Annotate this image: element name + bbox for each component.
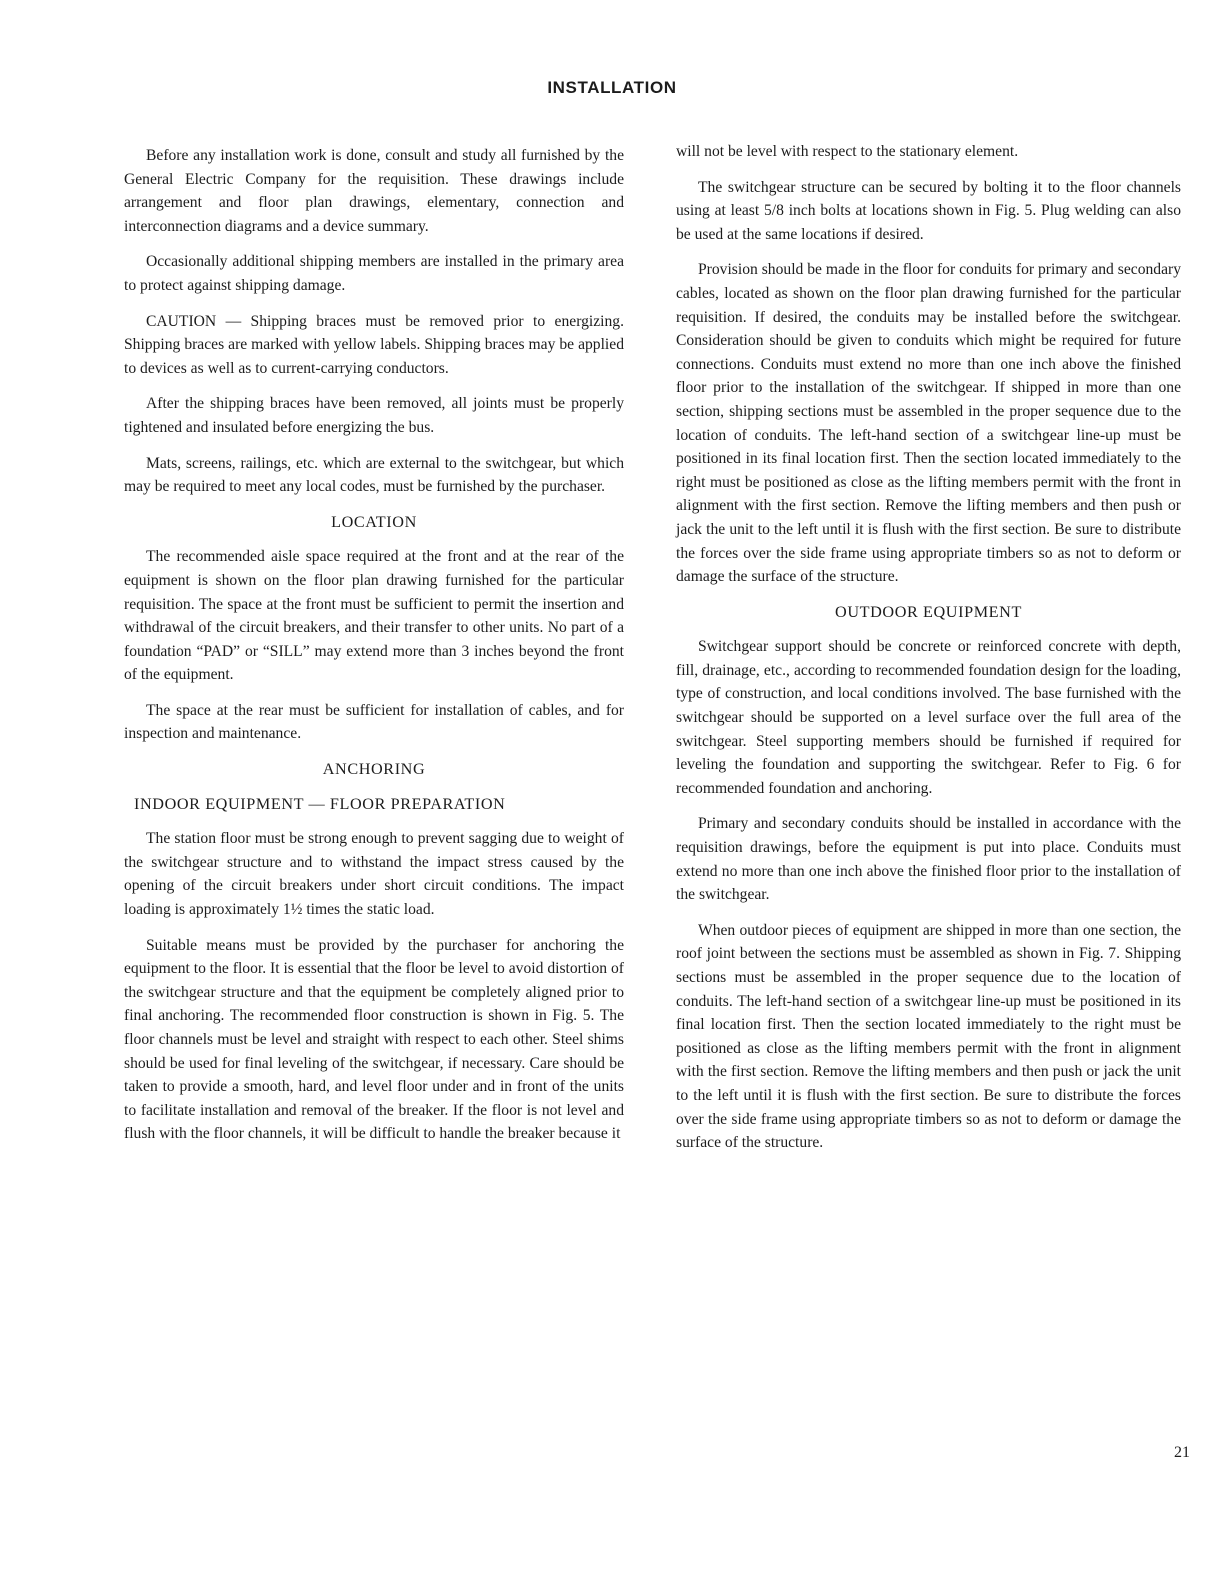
paragraph: Suitable means must be provided by the purchaser for anchoring the equipment to the floor. It is essential that the floor be level to avoid distortion of the switchgear structure and that the equipment be completely aligned prior to final anchoring. The recommended floor construction is shown in Fig. 5. The floor channels must be level and straight with respect to each other. Steel shims should be used for final leveling of the switchgear, if necessary. Care should be taken to provide a smooth, hard, and level floor under and in front of the units to facilitate installation and removal of the breaker. If the floor is not level and flush with the floor channels, it will be difficult to handle the breaker because it <box>124 936 624 1143</box>
page-number: 21 <box>1174 1444 1190 1461</box>
paragraph-continuation: will not be level with respect to the stationary element. <box>676 143 1019 160</box>
paragraph: Occasionally additional shipping members are installed in the primary area to protect against shipping damage. <box>124 253 624 294</box>
paragraph: The space at the rear must be sufficient for installation of cables, and for inspection and maintenance. <box>124 701 624 743</box>
paragraph: The station floor must be strong enough to prevent sagging due to weight of the switchgear structure and to withstand the impact stress caused by the opening of the circuit breakers under short circuit conditions. The impact loading is approximately 1½ times the static load. <box>124 830 624 919</box>
paragraph: The recommended aisle space required at the front and at the rear of the equipment is shown on the floor plan drawing furnished for the particular requisition. The space at the front must be sufficient to permit the insertion and withdrawal of the circuit breakers, and their transfer to other units. No part of a foundation “PAD” or “SILL” may extend more than 3 inches beyond the front of the equipment. <box>124 548 624 684</box>
paragraph: Before any installation work is done, consult and study all furnished by the General Electric Company for the requisition. These drawings include arrangement and floor plan drawings, elementary, connection and interconnection diagrams and a device summary. <box>124 147 624 235</box>
paragraph: After the shipping braces have been removed, all joints must be properly tightened and insulated before energizing the bus. <box>124 395 624 436</box>
paragraph: The switchgear structure can be secured by bolting it to the floor channels using at least 5/8 inch bolts at locations shown in Fig. 5. Plug welding can also be used at the same locations if desired. <box>676 178 1181 243</box>
paragraph: When outdoor pieces of equipment are shipped in more than one section, the roof joint between the sections must be assembled as shown in Fig. 7. Shipping sections must be assembled in the proper sequence due to the location of conduits. The left-hand section of a switchgear line-up must be positioned in its final location first. Then the section located immediately to the right must be positioned as close as the lifting members permit with the front in alignment with the first section. Remove the lifting members and then push or jack the unit to the left until it is flush with the first section. Be sure to distribute the forces over the side frame using appropriate timbers so as not to deform or damage the surface of the structure. <box>676 921 1181 1152</box>
subsection-heading-indoor: INDOOR EQUIPMENT — FLOOR PREPARATION <box>134 794 506 813</box>
paragraph: Switchgear support should be concrete or reinforced concrete with depth, fill, drainage, etc., according to recommended foundation design for the loading, type of construction, and local conditions involved. The base furnished with the switchgear should be supported on a level surface over the full area of the switchgear. Steel supporting members should be furnished if required for leveling the foundation and supporting the switchgear. Refer to Fig. 6 for recommended foundation and anchoring. <box>676 638 1181 797</box>
paragraph: Mats, screens, railings, etc. which are external to the switchgear, but which may be required to meet any local codes, must be furnished by the purchaser. <box>124 454 624 496</box>
section-heading-anchoring: ANCHORING <box>322 760 426 779</box>
page-title: INSTALLATION <box>547 78 677 97</box>
paragraph: Provision should be made in the floor for conduits for primary and secondary cables, located as shown on the floor plan drawing furnished for the particular requisition. If desired, the conduits may be installed before the switchgear. Consideration should be given to conduits which might be required for future connections. Conduits must extend no more than one inch above the finished floor prior to the installation of the switchgear. If shipped in more than one section, shipping sections must be assembled in the proper sequence due to the location of conduits. The left-hand section of a switchgear line-up must be positioned in its final location first. Then the section located immediately to the right must be positioned as close as the lifting members permit with the front in alignment with the first section. Remove the lifting members and then push or jack the unit to the left until it is flush with the first section. Be sure to distribute the forces over the side frame using appropriate timbers so as not to deform or damage the surface of the structure. <box>676 261 1181 586</box>
section-heading-location: LOCATION <box>331 512 417 531</box>
right-column <box>676 140 1181 1167</box>
caution-paragraph: CAUTION — Shipping braces must be removed prior to energizing. Shipping braces are marked with yellow labels. Shipping braces may be applied to devices as well as to current-carrying conductors. <box>124 312 624 377</box>
paragraph: Primary and secondary conduits should be installed in accordance with the requisition drawings, before the equipment is put into place. Conduits must extend no more than one inch above the finished floor prior to the installation of the switchgear. <box>676 815 1181 904</box>
left-column <box>124 144 624 1158</box>
section-heading-outdoor: OUTDOOR EQUIPMENT <box>835 602 1022 621</box>
